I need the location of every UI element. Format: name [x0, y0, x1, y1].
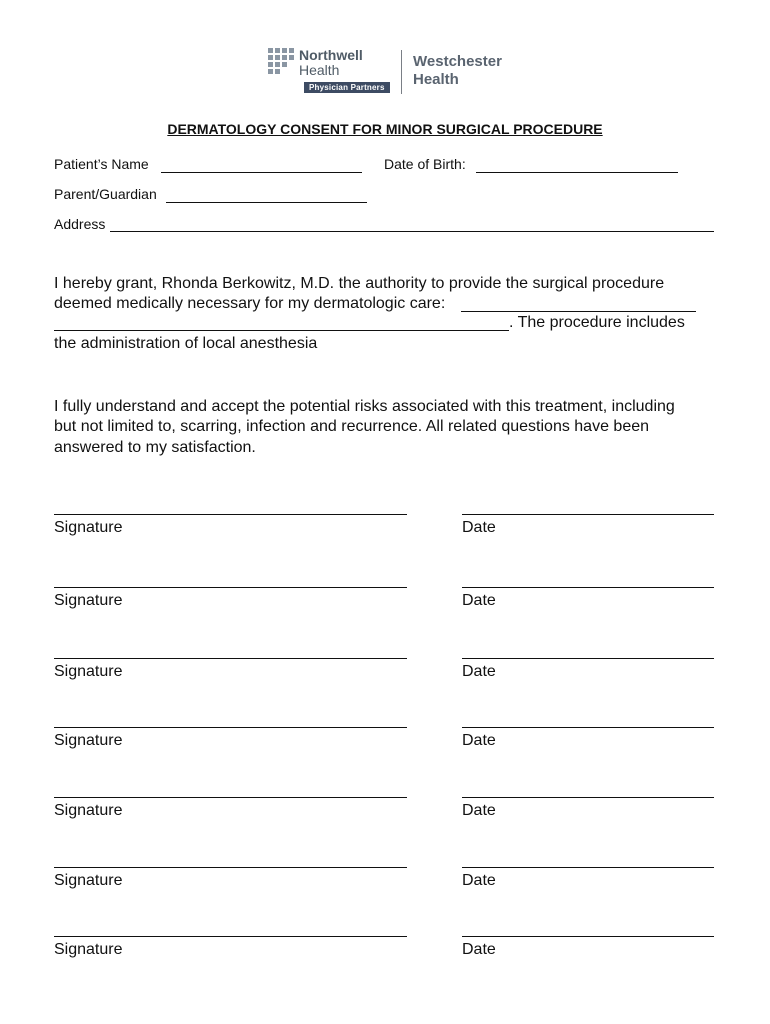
signature-label: Signature: [54, 872, 123, 889]
signature-label: Signature: [54, 663, 123, 680]
guardian-label: Parent/Guardian: [54, 186, 157, 202]
signature-label: Signature: [54, 732, 123, 749]
date-label: Date: [462, 872, 496, 889]
patient-name-field[interactable]: [161, 172, 362, 173]
signature-line[interactable]: [54, 797, 407, 798]
date-label: Date: [462, 663, 496, 680]
guardian-field[interactable]: [166, 202, 367, 203]
form-title: DERMATOLOGY CONSENT FOR MINOR SURGICAL PROCEDURE: [167, 121, 603, 137]
procedure-field-line-1[interactable]: [461, 311, 696, 312]
northwell-wordmark: Northwell: [299, 47, 363, 63]
consent-line-2: deemed medically necessary for my dermatologic care:: [54, 295, 446, 312]
signature-label: Signature: [54, 802, 123, 819]
date-line[interactable]: [462, 936, 714, 937]
signature-line[interactable]: [54, 727, 407, 728]
date-label: Date: [462, 592, 496, 609]
westchester-health-wordmark: Health: [413, 71, 459, 88]
date-label: Date: [462, 519, 496, 536]
signature-line[interactable]: [54, 867, 407, 868]
physician-partners-badge: Physician Partners: [304, 82, 390, 93]
signature-label: Signature: [54, 592, 123, 609]
signature-label: Signature: [54, 519, 123, 536]
risks-line-1: I fully understand and accept the potential risks associated with this treatment, including: [54, 398, 675, 415]
address-label: Address: [54, 216, 106, 232]
risks-line-3: answered to my satisfaction.: [54, 439, 256, 456]
logo-divider: [401, 50, 402, 94]
signature-line[interactable]: [54, 587, 407, 588]
signature-line[interactable]: [54, 658, 407, 659]
date-label: Date: [462, 802, 496, 819]
date-line[interactable]: [462, 727, 714, 728]
westchester-wordmark: Westchester: [413, 53, 502, 70]
signature-line[interactable]: [54, 514, 407, 515]
date-line[interactable]: [462, 658, 714, 659]
dob-label: Date of Birth:: [384, 156, 466, 172]
northwell-mark-icon: [268, 48, 296, 78]
consent-line-4: the administration of local anesthesia: [54, 335, 318, 352]
signature-label: Signature: [54, 941, 123, 958]
dob-field[interactable]: [476, 172, 678, 173]
date-label: Date: [462, 941, 496, 958]
date-line[interactable]: [462, 867, 714, 868]
consent-line-3: . The procedure includes: [509, 314, 685, 331]
risks-line-2: but not limited to, scarring, infection and recurrence. All related questions have been: [54, 418, 650, 435]
signature-line[interactable]: [54, 936, 407, 937]
patient-name-label: Patient’s Name: [54, 156, 149, 172]
date-line[interactable]: [462, 587, 714, 588]
address-field[interactable]: [110, 231, 714, 232]
consent-line-1: I hereby grant, Rhonda Berkowitz, M.D. the authority to provide the surgical procedure: [54, 275, 665, 292]
procedure-field-line-2[interactable]: [54, 330, 509, 331]
date-line[interactable]: [462, 797, 714, 798]
northwell-logo: [268, 46, 398, 96]
date-label: Date: [462, 732, 496, 749]
date-line[interactable]: [462, 514, 714, 515]
health-wordmark: Health: [299, 62, 340, 78]
